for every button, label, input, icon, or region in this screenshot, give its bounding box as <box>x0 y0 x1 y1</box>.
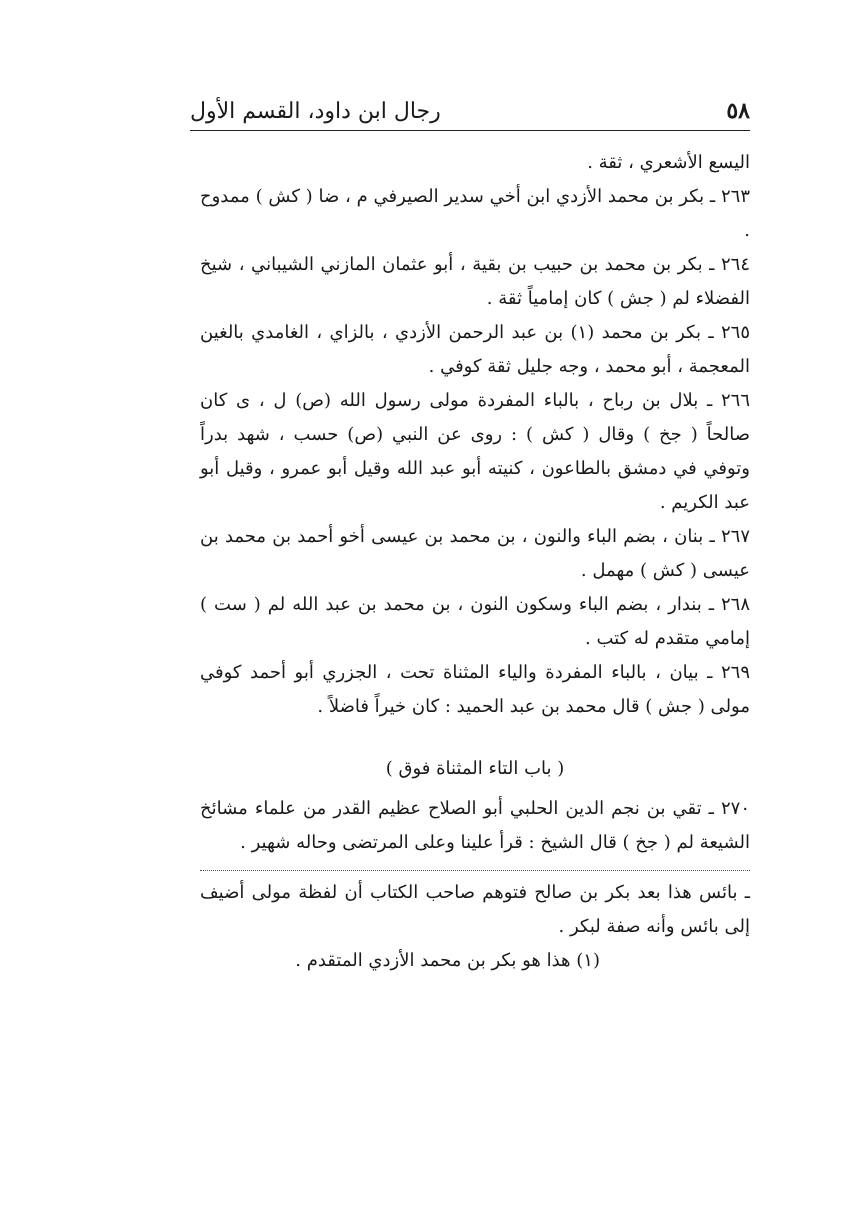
entry-267: ٢٦٧ ـ بنان ، بضم الباء والنون ، بن محمد بن عيسى أخو أحمد بن محمد بن عيسى ( كش ) مهمل . <box>200 526 750 581</box>
header-rule <box>190 130 750 131</box>
footnote-1: (١) هذا هو بكر بن محمد الأزدي المتقدم . <box>295 950 600 971</box>
footnotes <box>200 876 750 978</box>
body-text <box>200 146 750 860</box>
entry-268: ٢٦٨ ـ بندار ، بضم الباء وسكون النون ، بن محمد بن عبد الله لم ( ست ) إمامي متقدم له كتب . <box>200 594 750 649</box>
footnote-dash: ـ بائس هذا بعد بكر بن صالح فتوهم صاحب الكتاب أن لفظة مولى أضيف إلى بائس وأنه صفة لبكر . <box>200 882 750 937</box>
entry-270: ٢٧٠ ـ تقي بن نجم الدين الحلبي أبو الصلاح عظيم القدر من علماء مشائخ الشيعة لم ( جخ ) قال الشيخ : قرأ علينا وعلى المرتضى وحاله شهير . <box>200 798 751 853</box>
entry-263: ٢٦٣ ـ بكر بن محمد الأزدي ابن أخي سدير الصيرفي م ، ضا ( كش ) ممدوح . <box>200 186 750 241</box>
entry-269: ٢٦٩ ـ بيان ، بالباء المفردة والياء المثناة تحت ، الجزري أبو أحمد كوفي مولى ( جش ) قال محمد بن عبد الحميد : كان خيراً فاضلاً . <box>200 662 750 717</box>
page-number: ٥٨ <box>726 98 750 124</box>
running-title: رجال ابن داود، القسم الأول <box>190 99 441 124</box>
page-header <box>190 88 750 124</box>
entry-266: ٢٦٦ ـ بلال بن رباح ، بالباء المفردة مولى رسول الله (ص) ل ، ى كان صالحاً ( جخ ) وقال ( كش ) : روى عن النبي (ص) حسب ، شهد بدراً وتوفي في دمشق بالطاعون ، كنيته أبو عبد الله وقيل أبو عمرو ، وقيل أبو عبد الكريم . <box>200 390 750 513</box>
section-heading: ( باب التاء المثناة فوق ) <box>385 758 565 779</box>
entry-continuation: اليسع الأشعري ، ثقة . <box>587 152 750 173</box>
entry-265: ٢٦٥ ـ بكر بن محمد (١) بن عبد الرحمن الأزدي ، بالزاي ، الغامدي بالغين المعجمة ، أبو محمد ، وجه جليل ثقة كوفي . <box>200 322 751 377</box>
footnote-rule <box>200 870 750 871</box>
entry-264: ٢٦٤ ـ بكر بن محمد بن حبيب بن بقية ، أبو عثمان المازني الشيباني ، شيخ الفضلاء لم ( جش ) كان إمامياً ثقة . <box>200 254 750 309</box>
